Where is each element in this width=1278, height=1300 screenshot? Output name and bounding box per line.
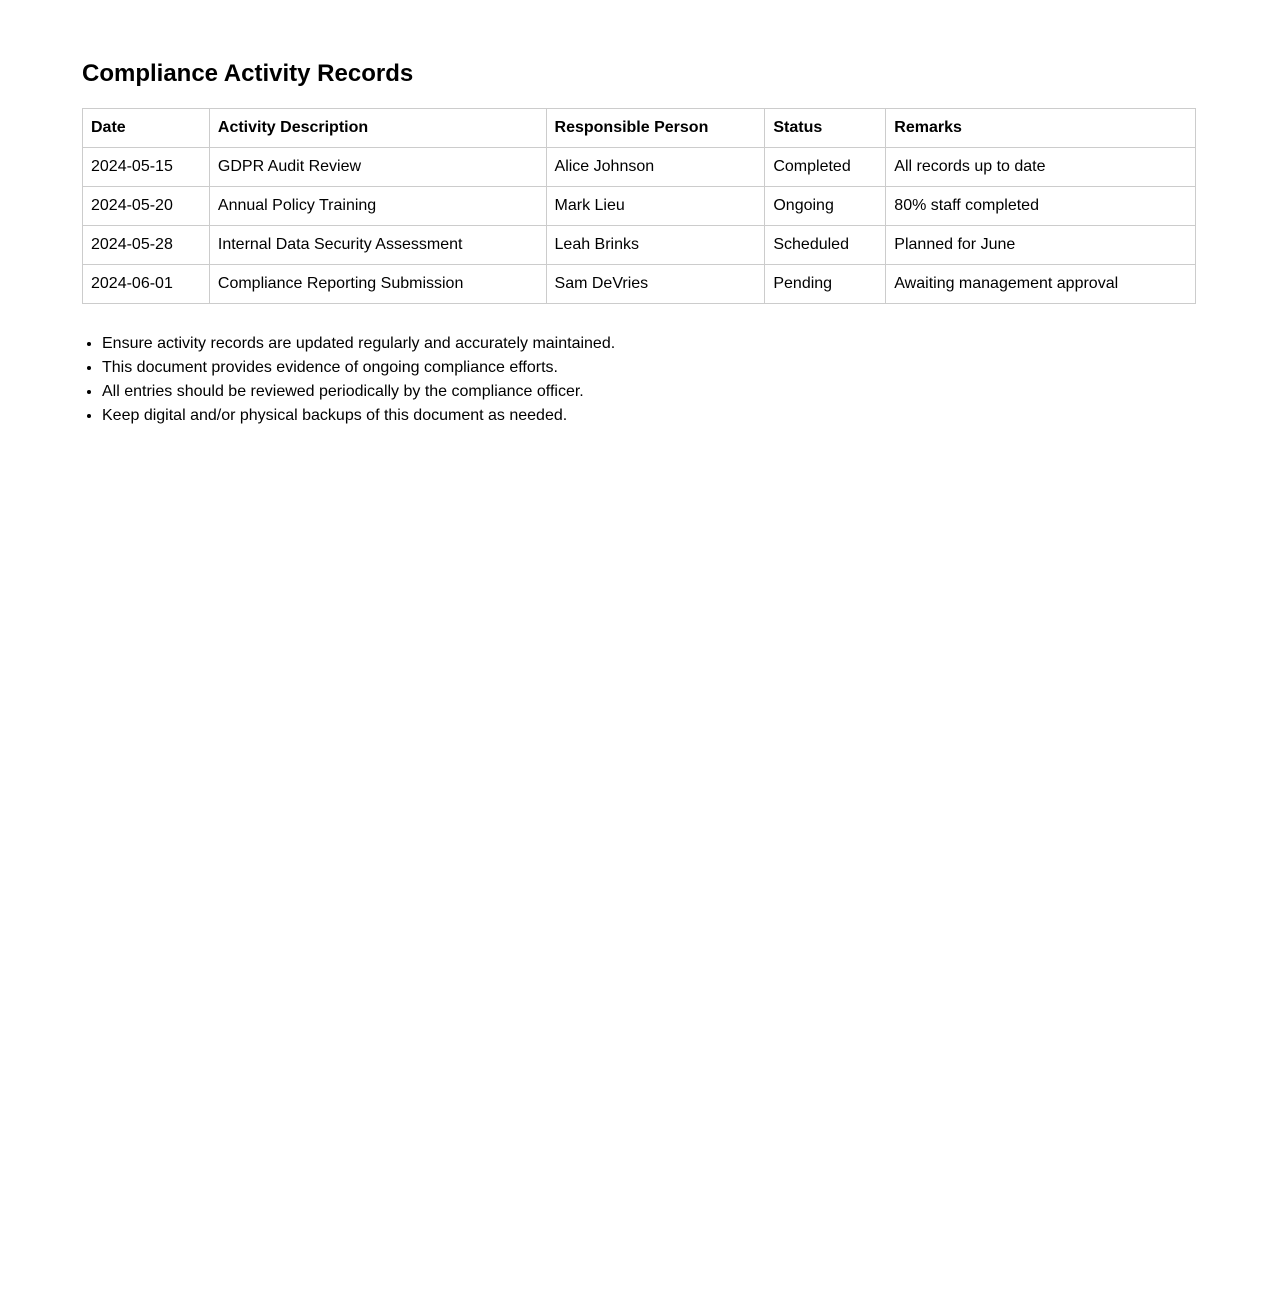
page-title: Compliance Activity Records bbox=[82, 60, 414, 87]
cell-status: Completed bbox=[765, 148, 886, 187]
cell-remarks: Planned for June bbox=[886, 226, 1196, 265]
cell-remarks: 80% staff completed bbox=[886, 187, 1196, 226]
cell-status: Pending bbox=[765, 265, 886, 304]
document-page bbox=[0, 0, 1196, 428]
cell-activity-description: Internal Data Security Assessment bbox=[209, 226, 546, 265]
cell-activity-description: GDPR Audit Review bbox=[209, 148, 546, 187]
cell-activity-description: Compliance Reporting Submission bbox=[209, 265, 546, 304]
cell-date: 2024-05-28 bbox=[83, 226, 210, 265]
cell-date: 2024-06-01 bbox=[83, 265, 210, 304]
cell-remarks: All records up to date bbox=[886, 148, 1196, 187]
list-item: • Keep digital and/or physical backups of this document as needed. bbox=[102, 404, 1196, 428]
cell-activity-description: Annual Policy Training bbox=[209, 187, 546, 226]
cell-remarks: Awaiting management approval bbox=[886, 265, 1196, 304]
list-item: • Ensure activity records are updated regularly and accurately maintained. bbox=[102, 332, 1196, 356]
table-row bbox=[83, 226, 1196, 265]
cell-status: Scheduled bbox=[765, 226, 886, 265]
table-header-row bbox=[83, 109, 1196, 148]
cell-responsible-person: Leah Brinks bbox=[546, 226, 765, 265]
column-header-status: Status bbox=[765, 109, 886, 148]
list-item: • All entries should be reviewed periodically by the compliance officer. bbox=[102, 380, 1196, 404]
list-item: • This document provides evidence of ongoing compliance efforts. bbox=[102, 356, 1196, 380]
column-header-activity-description: Activity Description bbox=[209, 109, 546, 148]
cell-responsible-person: Alice Johnson bbox=[546, 148, 765, 187]
table-row bbox=[83, 148, 1196, 187]
cell-date: 2024-05-15 bbox=[83, 148, 210, 187]
cell-responsible-person: Mark Lieu bbox=[546, 187, 765, 226]
notes-list bbox=[82, 332, 1196, 428]
cell-responsible-person: Sam DeVries bbox=[546, 265, 765, 304]
column-header-date: Date bbox=[83, 109, 210, 148]
table-row bbox=[83, 187, 1196, 226]
table-row bbox=[83, 265, 1196, 304]
column-header-remarks: Remarks bbox=[886, 109, 1196, 148]
cell-status: Ongoing bbox=[765, 187, 886, 226]
column-header-responsible-person: Responsible Person bbox=[546, 109, 765, 148]
cell-date: 2024-05-20 bbox=[83, 187, 210, 226]
activity-records-table bbox=[82, 108, 1196, 304]
